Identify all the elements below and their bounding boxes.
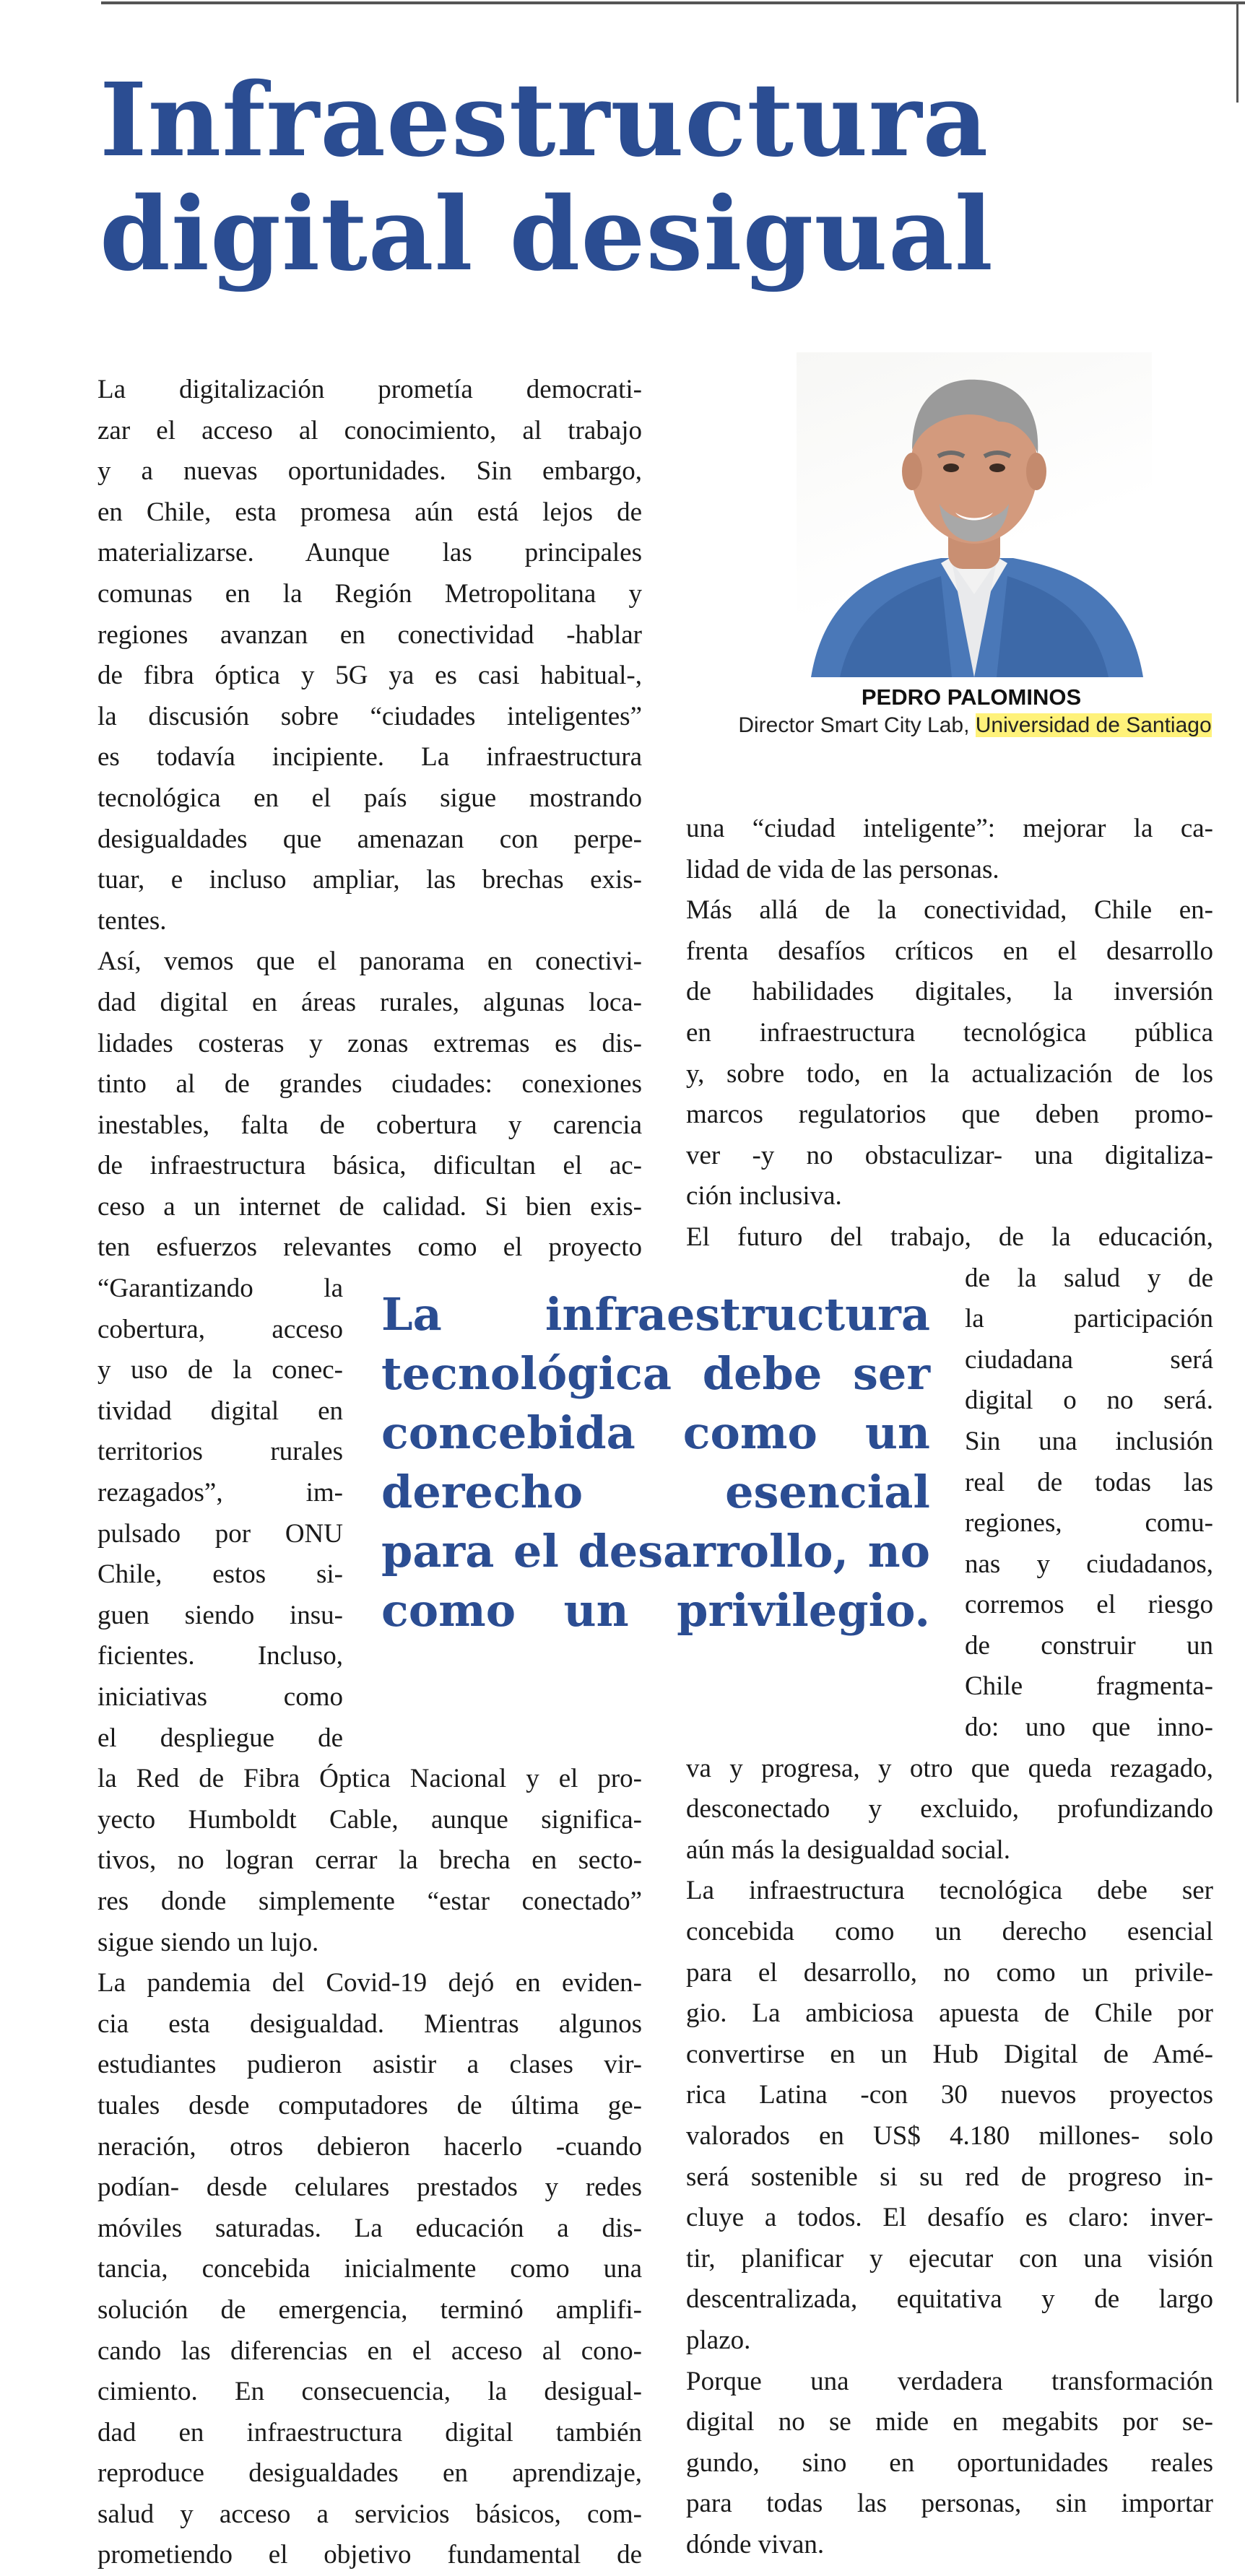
text-line: frenta desafíos críticos en el desarrollo [686, 936, 1213, 966]
author-portrait-illustration [797, 352, 1152, 677]
text-line: digital no se mide en megabits por se- [686, 2407, 1213, 2437]
text-line: rezagados”, im- [97, 1478, 343, 1508]
text-line: territorios rurales [97, 1437, 343, 1467]
text-line: reproduce desigualdades en aprendizaje, [97, 2458, 642, 2489]
text-line: de habilidades digitales, la inversión [686, 977, 1213, 1007]
text-line: El futuro del trabajo, de la educación, [686, 1222, 1213, 1252]
text-line: regiones, comu- [965, 1508, 1213, 1539]
text-line: Más allá de la conectividad, Chile en- [686, 895, 1213, 926]
text-line: guen siendo insu- [97, 1600, 343, 1630]
text-line: cando las diferencias en el acceso al cono- [97, 2336, 642, 2366]
top-rule [101, 1, 1245, 4]
text-line: cobertura, acceso [97, 1314, 343, 1344]
text-line: lidades costeras y zonas extremas es dis- [97, 1028, 642, 1058]
text-line: dad digital en áreas rurales, algunas loca- [97, 987, 642, 1017]
text-line: desigualdades que amenazan con perpe- [97, 824, 642, 854]
text-line: dónde vivan. [686, 2529, 825, 2559]
headline-line-1: Infraestructura [100, 61, 989, 180]
text-line: de fibra óptica y 5G ya es casi habitual-, [97, 661, 642, 691]
text-line: es todavía incipiente. La infraestructura [97, 742, 642, 773]
text-line: zar el acceso al conocimiento, al trabajo [97, 415, 642, 445]
right-rule [1236, 1, 1239, 103]
text-line: valorados en US$ 4.180 millones- solo [686, 2121, 1213, 2151]
text-line: pulsado por ONU [97, 1518, 343, 1549]
text-line: en Chile, esta promesa aún está lejos de [97, 497, 642, 527]
text-line: do: uno que inno- [965, 1713, 1213, 1743]
text-line: ficientes. Incluso, [97, 1641, 343, 1671]
text-line: “Garantizando la [97, 1274, 343, 1304]
text-line: iniciativas como [97, 1682, 343, 1712]
text-line: La pandemia del Covid-19 dejó en eviden- [97, 1968, 642, 1998]
text-line: ción inclusiva. [686, 1181, 842, 1211]
text-line: ciudadana será [965, 1344, 1213, 1375]
text-line: solución de emergencia, terminó amplifi- [97, 2294, 642, 2325]
text-line: La infraestructura tecnológica debe ser [686, 1876, 1213, 1906]
text-line: tinto al de grandes ciudades: conexiones [97, 1069, 642, 1100]
text-line: sigue siendo un lujo. [97, 1927, 319, 1957]
text-line: gio. La ambiciosa apuesta de Chile por [686, 1998, 1213, 2029]
text-line: la Red de Fibra Óptica Nacional y el pro- [97, 1764, 642, 1794]
text-line: para el desarrollo, no como un privile- [686, 1957, 1213, 1988]
text-line: nas y ciudadanos, [965, 1549, 1213, 1579]
text-line: plazo. [686, 2325, 751, 2355]
text-line: convertirse en un Hub Digital de Amé- [686, 2039, 1213, 2069]
paragraph [686, 1217, 1213, 1871]
author-organization: Universidad de Santiago [975, 713, 1212, 737]
text-line: una “ciudad inteligente”: mejorar la ca- [686, 814, 1213, 843]
paragraph [686, 2362, 1213, 2566]
text-line: Porque una verdadera transformación [686, 2366, 1213, 2396]
text-line: tancia, concebida inicialmente como una [97, 2254, 642, 2284]
author-photo [797, 352, 1152, 677]
text-line: gundo, sino en oportunidades reales [686, 2447, 1213, 2478]
article-column-2 [686, 809, 1213, 2566]
text-line: salud y acceso a servicios básicos, com- [97, 2499, 642, 2529]
text-line: dad en infraestructura digital también [97, 2417, 642, 2447]
text-line: para todas las personas, sin importar [686, 2489, 1213, 2519]
text-line: y, sobre todo, en la actualización de los [686, 1058, 1213, 1089]
text-line: rica Latina -con 30 nuevos proyectos [686, 2080, 1213, 2110]
text-line: la discusión sobre “ciudades inteligentes” [97, 701, 642, 731]
text-line: tentes. [97, 905, 167, 936]
text-line: digital o no será. [965, 1385, 1213, 1416]
author-role [715, 713, 1235, 738]
text-line: aún más la desigualdad social. [686, 1835, 1011, 1865]
paragraph [686, 1871, 1213, 2361]
text-line: materializarse. Aunque las principales [97, 538, 642, 568]
text-line: estudiantes pudieron asistir a clases vir- [97, 2050, 642, 2080]
text-line: comunas en la Región Metropolitana y [97, 578, 642, 609]
text-line: va y progresa, y otro que queda rezagado, [686, 1753, 1213, 1783]
text-line: res donde simplemente “estar conectado” [97, 1886, 642, 1916]
text-line: yecto Humboldt Cable, aunque significa- [97, 1804, 642, 1835]
text-line: tividad digital en [97, 1396, 343, 1426]
text-line: Así, vemos que el panorama en conectivi- [97, 947, 642, 977]
text-line: cimiento. En consecuencia, la desigual- [97, 2377, 642, 2407]
text-line: tir, planificar y ejecutar con una visión [686, 2243, 1213, 2273]
paragraph [97, 1963, 642, 2576]
text-line: corremos el riesgo [965, 1590, 1213, 1620]
text-line: marcos regulatorios que deben promo- [686, 1100, 1213, 1130]
headline [100, 61, 1226, 294]
text-line: regiones avanzan en conectividad -hablar [97, 619, 642, 650]
text-line: descentralizada, equitativa y de largo [686, 2284, 1213, 2315]
text-line: concebida como un derecho esencial [686, 1917, 1213, 1947]
text-line: ceso a un internet de calidad. Si bien exis- [97, 1191, 642, 1222]
text-line: de infraestructura básica, dificultan el ac- [97, 1151, 642, 1181]
text-line: será sostenible si su red de progreso in- [686, 2162, 1213, 2192]
text-line: ten esfuerzos relevantes como el proyecto [97, 1232, 642, 1263]
text-line: inestables, falta de cobertura y carencia [97, 1110, 642, 1140]
author-name: PEDRO PALOMINOS [861, 684, 1082, 710]
text-line: el despliegue de [97, 1723, 343, 1753]
headline-line-2: digital desigual [100, 175, 994, 294]
text-line: y uso de la conec- [97, 1355, 343, 1385]
text-line: Chile, estos si- [97, 1559, 343, 1590]
text-line: desconectado y excluido, profundizando [686, 1794, 1213, 1824]
text-line: ver -y no obstaculizar- una digitaliza- [686, 1140, 1213, 1170]
text-line: tuar, e incluso ampliar, las brechas exis- [97, 865, 642, 895]
text-line: de la salud y de [965, 1263, 1213, 1293]
text-line: real de todas las [965, 1467, 1213, 1497]
text-line: de construir un [965, 1630, 1213, 1661]
paragraph [686, 890, 1213, 1217]
text-line: La digitalización prometía democrati- [97, 375, 642, 404]
paragraph [97, 370, 642, 941]
text-line: la participación [965, 1304, 1213, 1334]
pull-quote: La infraestructura tecnológica debe ser concebida como un derecho esencial para el desarrollo, no como un privilegio. [381, 1288, 930, 1637]
text-line: tivos, no logran cerrar la brecha en secto- [97, 1845, 642, 1876]
text-line: y a nuevas oportunidades. Sin embargo, [97, 456, 642, 487]
text-line: lidad de vida de las personas. [686, 854, 999, 884]
text-line: prometiendo el objetivo fundamental de [97, 2540, 642, 2570]
text-line: podían- desde celulares prestados y redes [97, 2172, 642, 2203]
text-line: cluye a todos. El desafío es claro: inver- [686, 2203, 1213, 2233]
text-line: tecnológica en el país sigue mostrando [97, 783, 642, 813]
text-line: móviles saturadas. La educación a dis- [97, 2213, 642, 2243]
text-line: tuales desde computadores de última ge- [97, 2090, 642, 2120]
text-line: Sin una inclusión [965, 1426, 1213, 1456]
author-role-title: Director Smart City Lab, [738, 713, 976, 737]
text-line: en infraestructura tecnológica pública [686, 1017, 1213, 1048]
text-line: cia esta desigualdad. Mientras algunos [97, 2009, 642, 2039]
text-line: neración, otros debieron hacerlo -cuando [97, 2131, 642, 2162]
text-line: Chile fragmenta- [965, 1671, 1213, 1702]
paragraph [686, 809, 1213, 890]
